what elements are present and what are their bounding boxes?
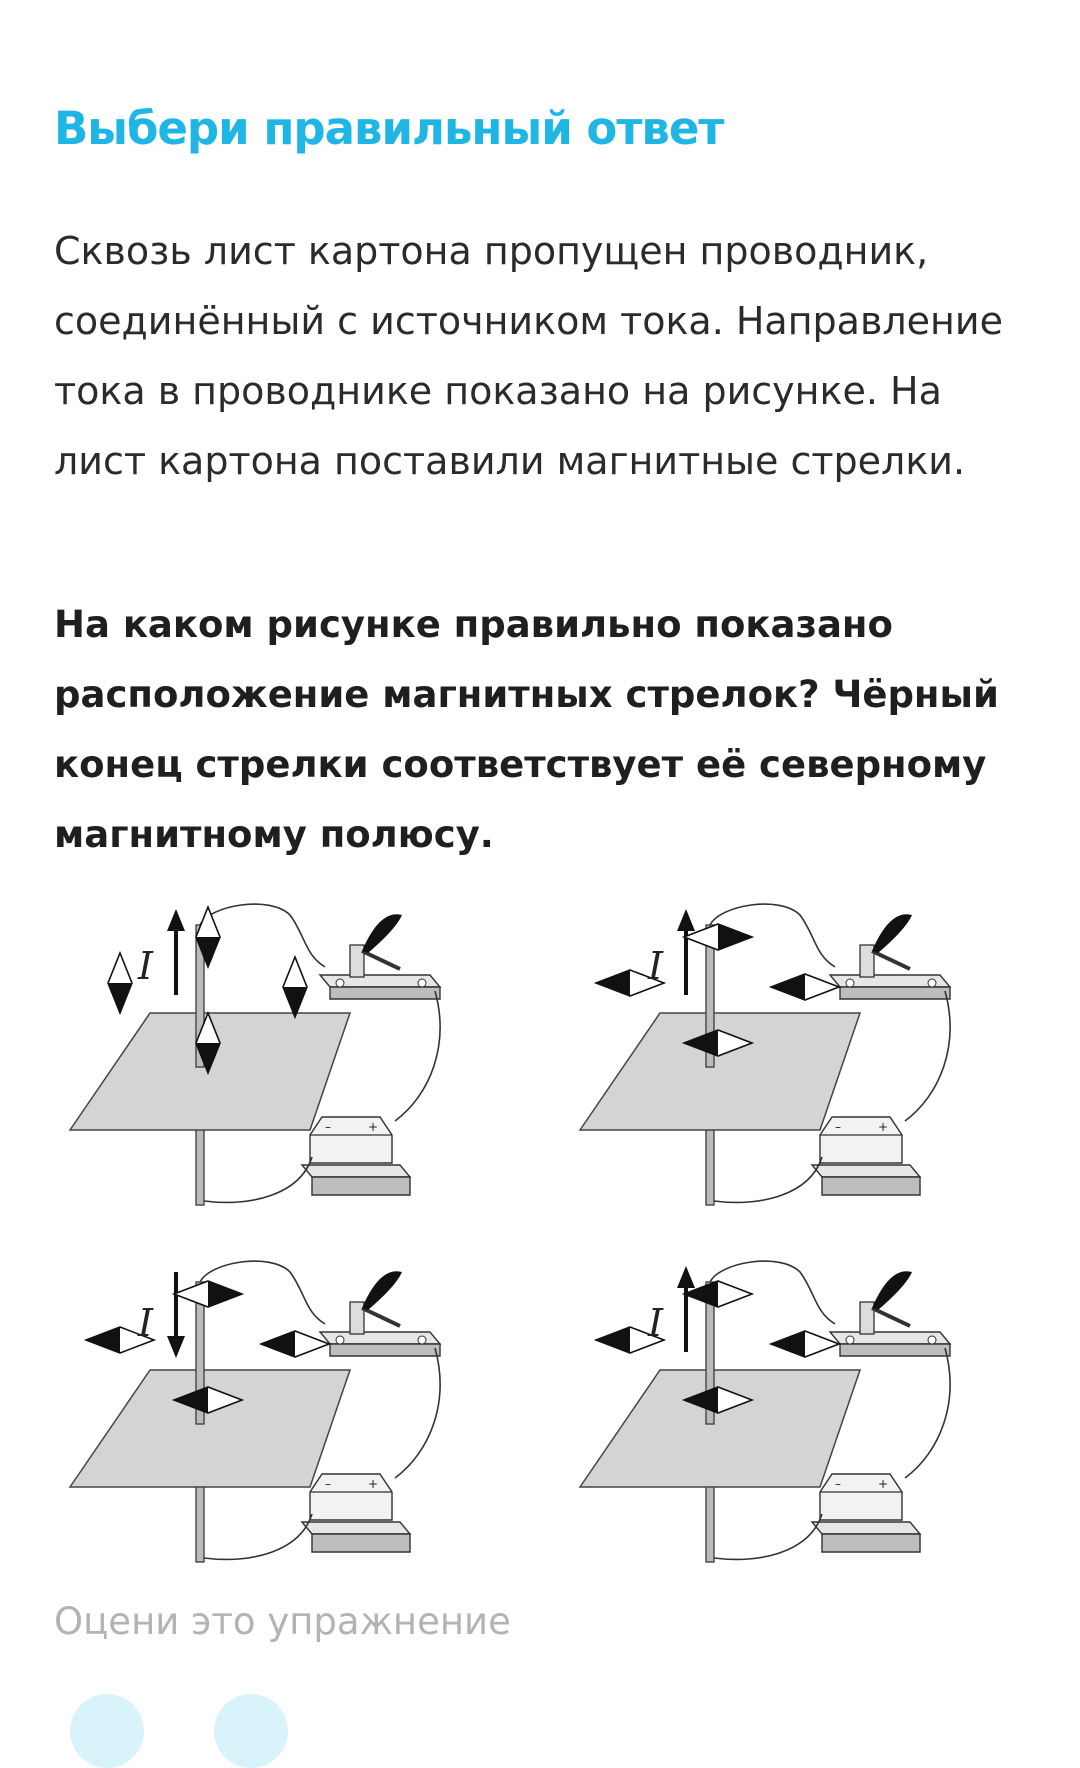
switch <box>830 1271 950 1356</box>
switch-terminal <box>928 1336 936 1344</box>
option-4-figure <box>560 1252 1030 1582</box>
battery-body <box>310 1474 392 1520</box>
switch <box>320 1271 440 1356</box>
switch-handle <box>872 1271 912 1310</box>
wire-battery-rod <box>204 1514 312 1559</box>
battery-minus-sign: – <box>325 1120 331 1134</box>
battery-plus-sign: + <box>368 1477 379 1491</box>
current-arrow-head <box>677 909 695 931</box>
current-label: I <box>648 944 664 988</box>
needle-north-end <box>718 924 752 950</box>
switch-base-side <box>840 1344 950 1356</box>
current-arrow-head <box>677 1266 695 1288</box>
battery <box>812 1474 920 1552</box>
needle-south-end <box>718 1281 752 1307</box>
switch-terminal <box>846 979 854 987</box>
option-2-figure <box>560 895 1030 1225</box>
switch <box>830 914 950 999</box>
needle-north-end <box>86 1327 120 1353</box>
answer-option-2[interactable] <box>560 895 1030 1225</box>
battery-minus-sign: – <box>325 1477 331 1491</box>
battery-plus-sign: + <box>878 1477 889 1491</box>
needle-south-end <box>174 1281 208 1307</box>
switch-terminal <box>846 1336 854 1344</box>
battery <box>302 1474 410 1552</box>
battery-minus-sign: – <box>835 1120 841 1134</box>
battery-base-top <box>302 1522 410 1534</box>
wire-switch-battery <box>395 1348 440 1478</box>
wire-switch-battery <box>905 991 950 1121</box>
wire-switch-battery <box>395 991 440 1121</box>
needle-north-end <box>596 970 630 996</box>
battery-plus-sign: + <box>368 1120 379 1134</box>
battery-base-top <box>812 1522 920 1534</box>
needle-north-end <box>596 1327 630 1353</box>
needle-south-end <box>283 957 307 987</box>
current-arrow-icon <box>167 909 185 995</box>
needle-north-end <box>208 1281 242 1307</box>
rating-button-2[interactable] <box>214 1694 288 1768</box>
answer-option-4[interactable] <box>560 1252 1030 1582</box>
battery-body <box>820 1474 902 1520</box>
option-3-figure <box>50 1252 520 1582</box>
battery-base-side <box>312 1177 410 1195</box>
battery-body <box>820 1117 902 1163</box>
current-arrow-head <box>167 909 185 931</box>
switch-lever <box>872 951 910 969</box>
answer-option-1[interactable] <box>50 895 520 1225</box>
switch-post <box>860 1302 874 1334</box>
task-description: Сквозь лист картона пропущен проводник, соединённый с источником тока. Направление тока в проводнике показано на рисунке. На лист картона поставили магнитные стрелки. <box>54 229 1003 483</box>
switch-post <box>350 1302 364 1334</box>
battery <box>812 1117 920 1195</box>
rating-button-1[interactable] <box>70 1694 144 1768</box>
switch-post <box>860 945 874 977</box>
switch-base-side <box>840 987 950 999</box>
needle-south-end <box>108 953 132 983</box>
page-title: Выбери правильный ответ <box>54 102 724 155</box>
switch-handle <box>362 914 402 953</box>
switch-terminal <box>336 1336 344 1344</box>
compass-needle <box>684 1281 752 1307</box>
switch-base-side <box>330 1344 440 1356</box>
needle-north-end <box>771 974 805 1000</box>
switch-lever <box>362 1308 400 1326</box>
wire-battery-rod <box>714 1157 822 1202</box>
battery-base-side <box>822 1177 920 1195</box>
needle-north-end <box>261 1331 295 1357</box>
battery-minus-sign: – <box>835 1477 841 1491</box>
current-arrow-head <box>167 1336 185 1358</box>
compass-needle <box>771 1331 839 1357</box>
switch-lever <box>362 951 400 969</box>
switch-handle <box>362 1271 402 1310</box>
switch-terminal <box>418 1336 426 1344</box>
switch-terminal <box>928 979 936 987</box>
needle-north-end <box>771 1331 805 1357</box>
switch-lever <box>872 1308 910 1326</box>
compass-needle <box>174 1281 242 1307</box>
current-label: I <box>138 944 154 988</box>
compass-needle <box>261 1331 329 1357</box>
battery-base-top <box>812 1165 920 1177</box>
battery-base-side <box>822 1534 920 1552</box>
answer-option-3[interactable] <box>50 1252 520 1582</box>
current-arrow-icon <box>677 1266 695 1352</box>
battery-body <box>310 1117 392 1163</box>
battery-plus-sign: + <box>878 1120 889 1134</box>
task-question: На каком рисунке правильно показано расположение магнитных стрелок? Чёрный конец стрелки соответствует её северному магнитному полюсу. <box>54 603 999 856</box>
switch-handle <box>872 914 912 953</box>
compass-needle <box>108 953 132 1013</box>
option-1-figure <box>50 895 520 1225</box>
switch-terminal <box>418 979 426 987</box>
needle-north-end <box>108 983 132 1013</box>
compass-needle <box>771 974 839 1000</box>
rate-exercise-label: Оцени это упражнение <box>54 1600 511 1643</box>
battery-base-top <box>302 1165 410 1177</box>
current-label: I <box>648 1301 664 1345</box>
switch-terminal <box>336 979 344 987</box>
wire-switch-battery <box>905 1348 950 1478</box>
current-arrow-icon <box>677 909 695 995</box>
switch-post <box>350 945 364 977</box>
wire-battery-rod <box>714 1514 822 1559</box>
battery-base-side <box>312 1534 410 1552</box>
battery <box>302 1117 410 1195</box>
current-label: I <box>138 1301 154 1345</box>
wire-battery-rod <box>204 1157 312 1202</box>
current-arrow-icon <box>167 1272 185 1358</box>
switch-base-side <box>330 987 440 999</box>
compass-needle <box>684 924 752 950</box>
compass-needle <box>283 957 307 1017</box>
switch <box>320 914 440 999</box>
